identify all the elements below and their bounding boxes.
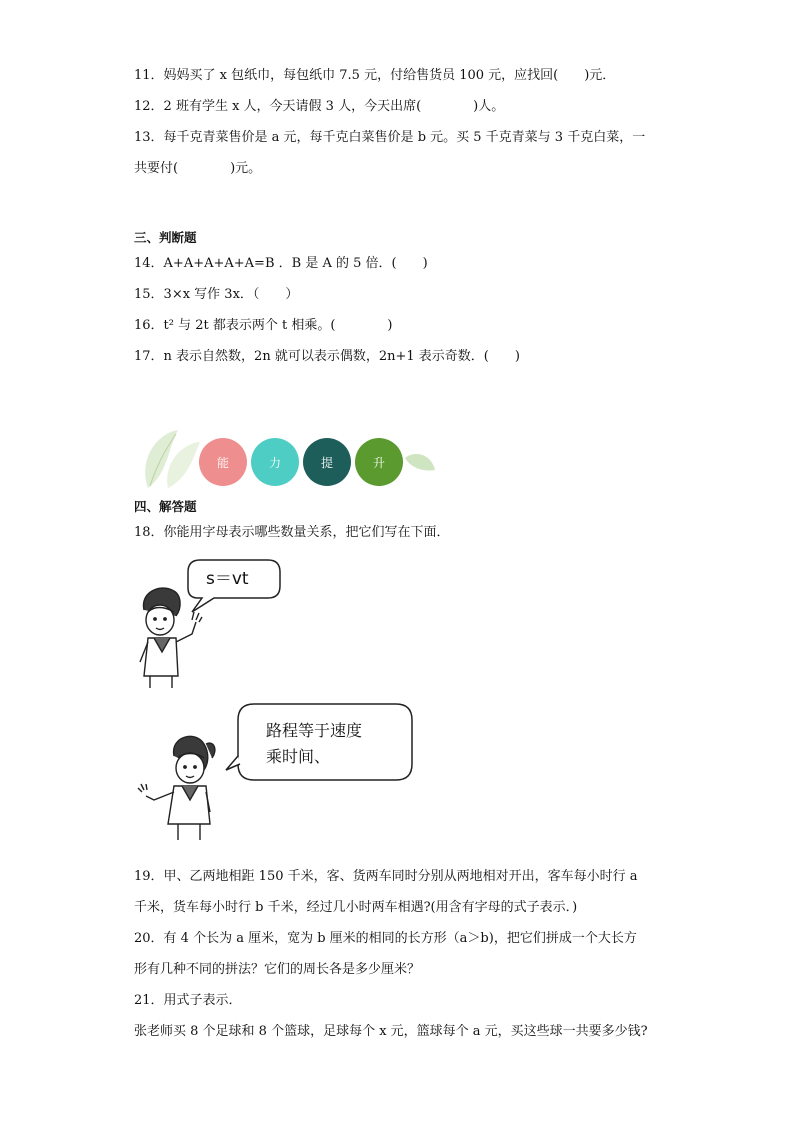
bubble-2-line-2: 乘时间、 bbox=[266, 747, 331, 766]
section-4-title: 四、解答题 bbox=[134, 499, 197, 514]
question-11: 11．妈妈买了 x 包纸巾，每包纸巾 7.5 元，付给售货员 100 元，应找回( )元． bbox=[134, 68, 616, 83]
section-3-title: 三、判断题 bbox=[134, 230, 197, 245]
question-19: 19．甲、乙两地相距 150 千米，客、货两车同时分别从两地相对开出，客车每小时行 a bbox=[134, 869, 638, 884]
banner-circle-1: 能 bbox=[199, 438, 247, 486]
banner-circle-4: 升 bbox=[355, 438, 403, 486]
question-16: 16．t² 与 2t 都表示两个 t 相乘。( ) bbox=[134, 318, 393, 333]
question-12: 12．2 班有学生 x 人，今天请假 3 人，今天出席( )人。 bbox=[134, 99, 505, 114]
banner-circle-3: 提 bbox=[303, 438, 351, 486]
bubble-1-text: s＝vt bbox=[206, 569, 249, 589]
question-20-continued: 形有几种不同的拼法？它们的周长各是多少厘米？ bbox=[134, 962, 421, 977]
bubble-2-text bbox=[266, 718, 362, 770]
question-13: 13．每千克青菜售价是 a 元，每千克白菜售价是 b 元。买 5 千克青菜与 3 千克白菜，一 bbox=[134, 130, 646, 145]
question-15: 15．3×x 写作 3x．（ ） bbox=[134, 287, 299, 302]
question-20: 20．有 4 个长为 a 厘米，宽为 b 厘米的相同的长方形（a＞b)，把它们拼成一个大长方 bbox=[134, 931, 637, 946]
question-21-detail: 张老师买 8 个足球和 8 个篮球，足球每个 x 元，篮球每个 a 元，买这些球一共要多少钱? bbox=[134, 1024, 648, 1039]
question-18: 18．你能用字母表示哪些数量关系，把它们写在下面． bbox=[134, 525, 450, 540]
banner-circle-2: 力 bbox=[251, 438, 299, 486]
question-13-continued: 共要付( )元。 bbox=[134, 161, 262, 176]
ability-banner bbox=[138, 428, 438, 490]
question-17: 17．n 表示自然数，2n 就可以表示偶数，2n+1 表示奇数．( ) bbox=[134, 349, 520, 364]
question-19-continued: 千米，货车每小时行 b 千米，经过几小时两车相遇?(用含有字母的式子表示．) bbox=[134, 900, 578, 915]
small-leaf-icon bbox=[403, 450, 437, 474]
leaf-decoration-icon bbox=[138, 428, 208, 490]
bubble-2-line-1: 路程等于速度 bbox=[266, 721, 363, 740]
question-14: 14．A+A+A+A+A=B ．B 是 A 的 5 倍．( ) bbox=[134, 256, 428, 271]
question-21: 21．用式子表示． bbox=[134, 993, 242, 1008]
